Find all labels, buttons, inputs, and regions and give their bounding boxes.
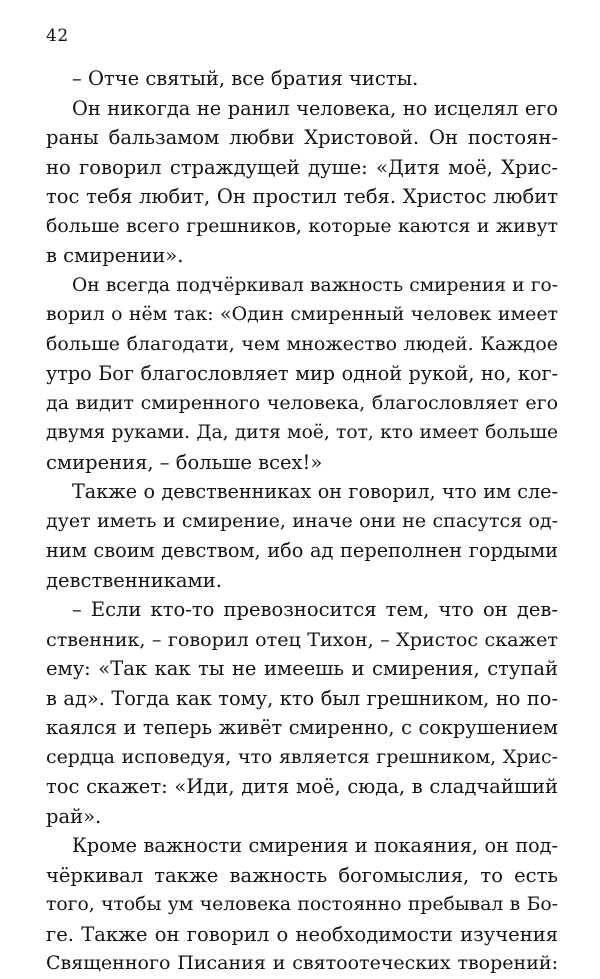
text-line: в ад». Тогда как тому, кто был грешником, но по- [46, 686, 558, 710]
text-line: ему: «Так как ты не имеешь и смирения, ступай [46, 657, 558, 680]
text-line: дует иметь и смирение, иначе они не спасутся од- [46, 509, 558, 532]
text-line: девственниками. [46, 568, 222, 592]
text-line: того, чтобы ум человека постоянно пребывал в Бо- [46, 894, 558, 915]
text-line: тос скажет: «Иди, дитя моё, сюда, в сладчайший [46, 775, 558, 798]
text-line: ворил о нём так: «Один смиренный человек имеет [46, 303, 558, 325]
text-line: ственник, – говорил отец Тихон, – Христос скажет [46, 627, 558, 651]
text-line: сердца исповедуя, что является грешником, Хрис- [46, 745, 558, 768]
text-line: рай». [46, 804, 102, 828]
text-line: Священного Писания и святоотеческих творений: [46, 952, 558, 974]
text-line: но говорил страждущей душе: «Дитя моё, Хрис- [46, 155, 558, 179]
text-line: Также о девственниках он говорил, что им сле- [72, 480, 558, 503]
text-line: раны бальзамом любви Христовой. Он постоян- [46, 126, 558, 149]
text-line: да видит смиренного человека, благословляет его [46, 391, 558, 414]
text-line: двумя руками. Да, дитя моё, тот, кто имеет больше [46, 422, 558, 443]
text-line: каялся и теперь живёт смиренно, с сокрушением [46, 716, 558, 739]
text-line: ге. Также он говорил о необходимости изучения [46, 922, 558, 946]
text-line: больше благодати, чем множество людей. Каждое [46, 332, 558, 355]
text-line: утро Бог благословляет мир одной рукой, но, ког- [46, 362, 558, 385]
text-line: тос тебя любит, Он простил тебя. Христос любит [46, 185, 558, 208]
page-number: 42 [46, 26, 69, 46]
text-line: ним своим девством, ибо ад переполнен гордыми [46, 539, 558, 562]
text-line: смирения, – больше всех!» [46, 450, 323, 474]
body-text [46, 64, 558, 979]
text-line: Кроме важности смирения и покаяния, он под- [72, 834, 558, 857]
text-line: Он никогда не ранил человека, но исцелял его [72, 96, 558, 120]
text-line: больше всего грешников, которые каются и живут [46, 214, 558, 237]
text-line: в смирении». [46, 244, 184, 267]
text-line: – Отче святый, все братия чисты. [72, 67, 419, 90]
text-line: Он всегда подчёркивал важность смирения и го- [72, 274, 558, 296]
text-line: чёркивал также важность богомыслия, то есть [46, 863, 558, 887]
text-line: – Если кто-то превозносится тем, что он дев- [72, 598, 558, 621]
